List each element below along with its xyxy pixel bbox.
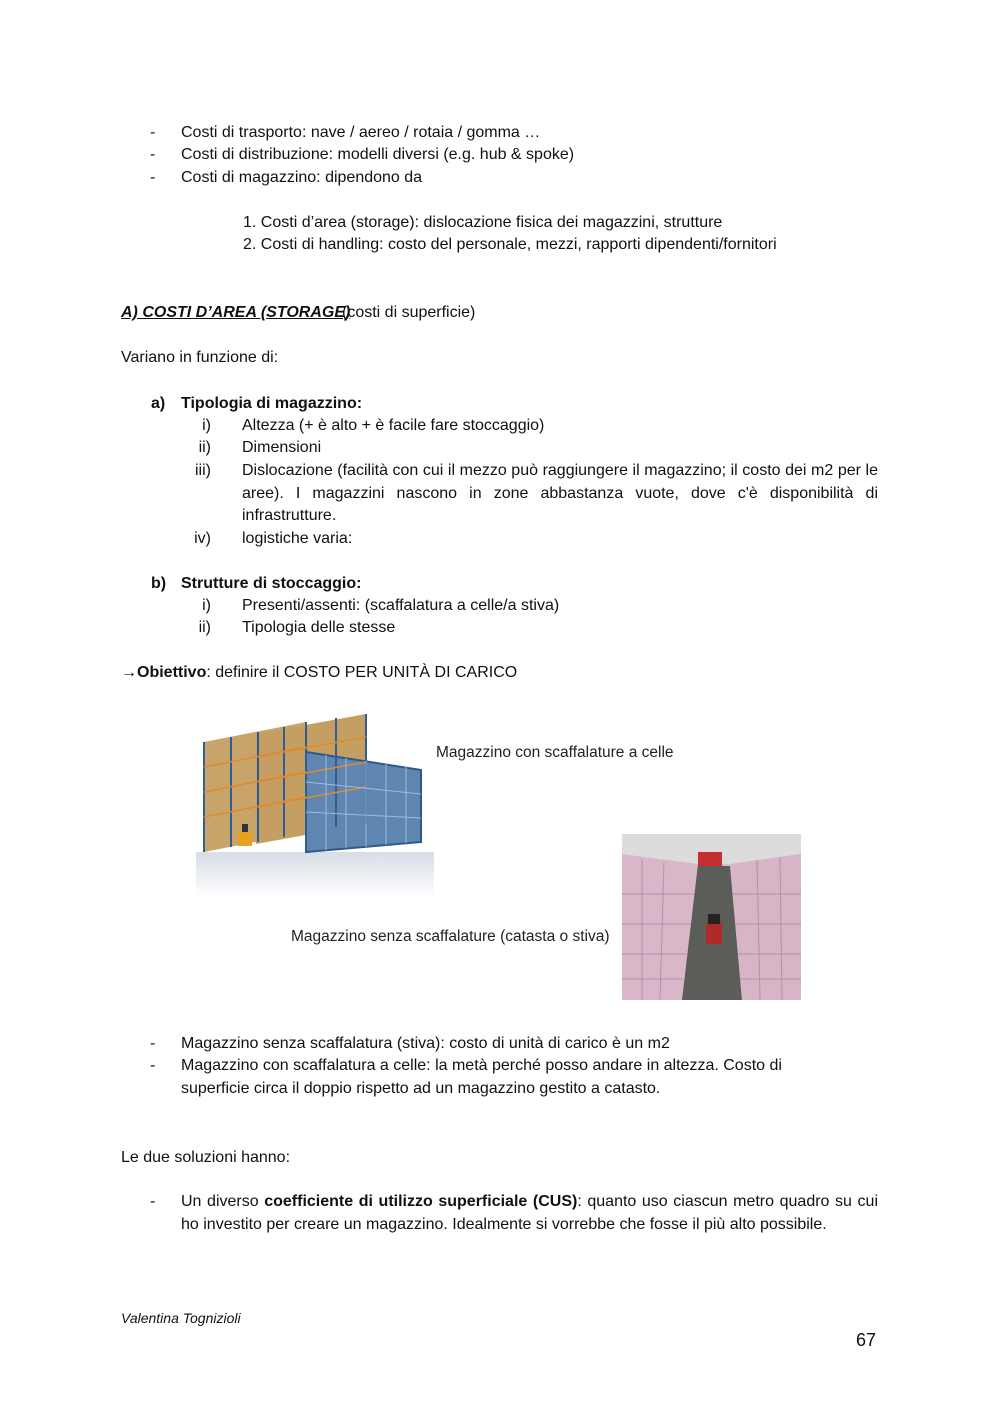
page-number: 67 [856, 1330, 877, 1350]
list-marker-b: b) [151, 575, 167, 592]
section-title: A) COSTI D’AREA (STORAGE) [121, 304, 351, 321]
list-item-paragraph: Magazzino con scaffalatura a celle: la metà perché posso andare in altezza. Costo di superficie circa il doppio rispetto ad un magazzino gestito a catasto. [181, 1057, 782, 1097]
figure-caption-stacked: Magazzino senza scaffalature (catasta o stiva) [291, 928, 610, 945]
objective-label: Obiettivo [137, 664, 207, 681]
cus-paragraph [181, 1191, 878, 1236]
cus-pre: Un diverso [181, 1193, 265, 1210]
list-item: Tipologia delle stesse [242, 619, 396, 636]
list-item: Magazzino senza scaffalatura (stiva): costo di unità di carico è un m2 [181, 1035, 670, 1052]
list-item: Costi di trasporto: nave / aereo / rotaia / gomma … [181, 124, 541, 141]
bullet-dash: - [150, 169, 156, 186]
roman-numeral: iii) [195, 462, 211, 479]
roman-numeral: i) [202, 597, 211, 614]
list-item: Costi di distribuzione: modelli diversi (e.g. hub & spoke) [181, 146, 575, 163]
footer-author: Valentina Tognizioli [121, 1310, 241, 1326]
roman-numeral: ii) [198, 439, 211, 456]
objective-line [121, 662, 517, 684]
bullet-dash: - [150, 124, 156, 141]
bullet-dash: - [150, 146, 156, 163]
roman-numeral: ii) [198, 619, 211, 636]
conclusion-intro: Le due soluzioni hanno: [121, 1149, 291, 1166]
list-item: Costi di magazzino: dipendono da [181, 169, 423, 186]
list-item: Dimensioni [242, 439, 322, 456]
bullet-dash: - [150, 1057, 156, 1074]
roman-numeral: i) [202, 417, 211, 434]
bullet-dash: - [150, 1035, 156, 1052]
objective-text: : definire il COSTO PER UNITÀ DI CARICO [206, 664, 518, 681]
numbered-item: 2. Costi di handling: costo del personale, mezzi, rapporti dipendenti/fornitori [243, 236, 777, 253]
arrow-icon: → [121, 664, 137, 681]
list-item: Presenti/assenti: (scaffalatura a celle/a stiva) [242, 597, 560, 614]
list-item: Altezza (+ è alto + è facile fare stoccaggio) [242, 417, 545, 434]
numbered-item: 1. Costi d’area (storage): dislocazione fisica dei magazzini, strutture [243, 214, 723, 231]
list-item: logistiche varia: [242, 530, 353, 547]
cus-term: coefficiente di utilizzo superficiale (CUS) [264, 1193, 578, 1210]
cus-post: : quanto uso ciascun metro quadro su cui ho investito per creare un magazzino. Idealmente si vorrebbe che fosse il più alto possibile. [181, 1193, 878, 1233]
stacked-warehouse-image [622, 834, 801, 1000]
subsection-title-a: Tipologia di magazzino: [181, 395, 363, 412]
subsection-title-b: Strutture di stoccaggio: [181, 575, 362, 592]
list-marker-a: a) [151, 395, 166, 412]
figure-caption-racked: Magazzino con scaffalature a celle [436, 744, 674, 761]
section-subtitle: (costi di superficie) [342, 304, 476, 321]
list-item-paragraph: Dislocazione (facilità con cui il mezzo può raggiungere il magazzino; il costo dei m2 per le aree). I magazzini nascono in zone abbastanza vuote, dove c'è disponibilità di infrastrutture. [242, 462, 878, 524]
bullet-dash: - [150, 1193, 156, 1210]
racked-warehouse-image [196, 712, 434, 898]
intro-text: Variano in funzione di: [121, 349, 279, 366]
roman-numeral: iv) [194, 530, 211, 547]
